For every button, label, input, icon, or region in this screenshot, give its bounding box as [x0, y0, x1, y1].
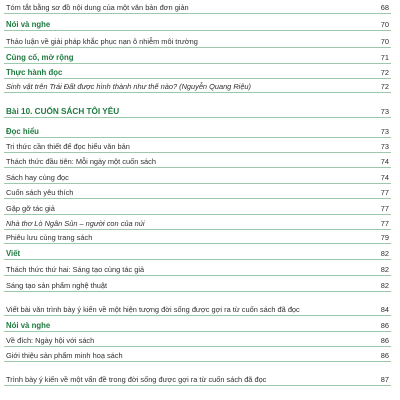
- toc-entry-page: 86: [380, 351, 389, 360]
- toc-entry: [4, 170, 391, 184]
- toc-entry-page: 70: [380, 37, 389, 46]
- toc-entry: [4, 349, 391, 362]
- toc-entry-title: Tri thức cần thiết để đọc hiểu văn bản: [6, 142, 130, 151]
- toc-entry: [4, 364, 391, 386]
- toc-entry: [4, 186, 391, 199]
- toc-entry: [4, 2, 391, 14]
- toc-entry-page: 74: [380, 157, 389, 166]
- toc-entry-title: Phiêu lưu cùng trang sách: [6, 233, 93, 242]
- toc-entry-title: Gặp gỡ tác giả: [6, 204, 55, 213]
- toc-entry-title: Sáng tạo sản phẩm nghệ thuật: [6, 281, 108, 290]
- toc-entry-page: 87: [380, 375, 389, 384]
- toc-entry-title: Thảo luận về giải pháp khắc phục nạn ô nhiễm môi trường: [6, 37, 198, 46]
- toc-entry-page: 68: [380, 3, 389, 12]
- toc-entry-page: 86: [380, 336, 389, 345]
- toc-entry: [4, 294, 391, 316]
- toc-entry: [4, 232, 391, 244]
- toc-entry-page: 70: [380, 20, 389, 29]
- toc-entry: [4, 155, 391, 168]
- toc-entry-title: Bài 10. CUỐN SÁCH TÔI YÊU: [6, 107, 120, 116]
- toc-entry-title: Thách thức thứ hai: Sáng tạo cùng tác giả: [6, 265, 145, 274]
- toc-entry-title: Đọc hiểu: [6, 127, 39, 136]
- toc-entry-page: 73: [380, 142, 389, 151]
- toc-entry-title: Trình bày ý kiến về một vấn đề trong đời sống được gợi ra từ cuốn sách đã đọc: [6, 374, 267, 384]
- toc-entry-title: Cuốn sách yêu thích: [6, 188, 74, 197]
- toc-section-heading: [4, 66, 391, 79]
- toc-section-heading: [4, 246, 391, 260]
- toc-entry-page: 82: [380, 265, 389, 274]
- toc-section-heading: [4, 50, 391, 64]
- toc-entry-page: 82: [380, 281, 389, 290]
- toc-entry-title: Về đích: Ngày hội với sách: [6, 336, 95, 345]
- toc-entry-page: 86: [380, 321, 389, 330]
- toc-entry-title: Sách hay cùng đọc: [6, 173, 69, 182]
- toc-entry-title: Nhà thơ Lò Ngân Sủn – người con của núi: [6, 219, 145, 228]
- toc-entry-title: Tóm tắt bằng sơ đồ nội dung của một văn bản đơn giản: [6, 3, 189, 12]
- toc-entry-title: Sinh vật trên Trái Đất được hình thành như thế nào? (Nguyễn Quang Riệu): [6, 82, 252, 91]
- toc-entry-page: 73: [380, 127, 389, 136]
- toc-entry: [4, 334, 391, 347]
- toc-entry-page: 77: [380, 188, 389, 197]
- toc-entry-title: Thách thức đầu tiên: Mỗi ngày một cuốn sách: [6, 157, 156, 166]
- toc-entry: [4, 217, 391, 230]
- toc-entry-title: Nói và nghe: [6, 321, 51, 330]
- toc-entry: [4, 34, 391, 48]
- toc-entry: [4, 278, 391, 292]
- toc-section-heading: [4, 16, 391, 31]
- toc-entry-page: 71: [380, 53, 389, 62]
- toc-entry-page: 74: [380, 173, 389, 182]
- toc-section-heading: [4, 122, 391, 138]
- toc-entry: [4, 140, 391, 153]
- toc-entry: [4, 201, 391, 215]
- toc-entry-page: 77: [380, 219, 389, 228]
- toc-entry: [4, 262, 391, 276]
- toc-entry-page: 72: [380, 82, 389, 91]
- toc-entry-title: Củng cố, mở rộng: [6, 53, 74, 62]
- toc-section-heading: [4, 318, 391, 332]
- toc-entry-page: 77: [380, 204, 389, 213]
- toc-entry-title: Giới thiệu sản phẩm minh hoạ sách: [6, 351, 123, 360]
- toc-entry-page: 79: [380, 233, 389, 242]
- toc-entry: [4, 81, 391, 93]
- toc-entry-page: 72: [380, 68, 389, 77]
- toc-entry-title: Viết: [6, 249, 21, 258]
- toc-entry-title: Viết bài văn trình bày ý kiến về một hiện tượng đời sống được gợi ra từ cuốn sách đã đọc: [6, 304, 300, 314]
- toc-lesson-heading: [4, 100, 391, 118]
- toc-entry-page: 82: [380, 249, 389, 258]
- toc-entry-title: Nói và nghe: [6, 20, 51, 29]
- toc-entry-page: 73: [380, 107, 389, 116]
- toc-entry-title: Thực hành đọc: [6, 68, 63, 77]
- toc-entry-page: 84: [380, 305, 389, 314]
